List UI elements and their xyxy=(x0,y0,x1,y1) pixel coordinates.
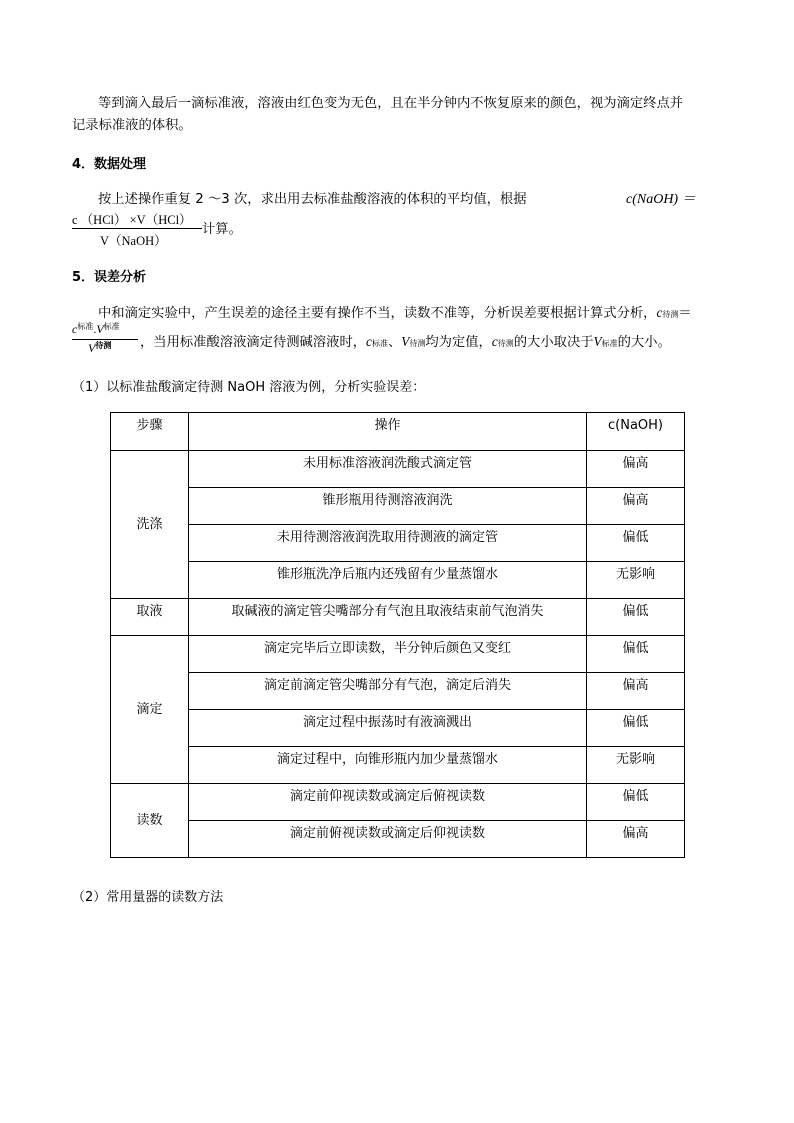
error-fraction-denominator xyxy=(88,341,111,356)
result-text: 无影响 xyxy=(615,752,655,767)
error-fraction-bar xyxy=(72,339,138,340)
step-cell-washing: 洗涤 xyxy=(111,451,189,599)
table-row xyxy=(111,821,685,858)
equals-sign: ＝ xyxy=(678,306,692,321)
table-row xyxy=(111,636,685,673)
text-e: 的大小。 xyxy=(617,335,671,350)
operation-text: 滴定过程中，向锥形瓶内加少量蒸馏水 xyxy=(276,752,498,767)
operation-text: 滴定前滴定管尖嘴部分有气泡，滴定后消失 xyxy=(263,678,511,693)
header-operation xyxy=(189,413,587,451)
table-row xyxy=(111,488,685,525)
text-c: 均为定值， xyxy=(425,335,492,350)
table-row xyxy=(111,525,685,562)
result-cell xyxy=(587,488,685,525)
operation-cell xyxy=(189,821,587,858)
operation-cell xyxy=(189,747,587,784)
header-step xyxy=(111,413,189,451)
subscript-daice: 待测 xyxy=(662,310,679,319)
result-text: 偏高 xyxy=(622,678,649,693)
result-cell xyxy=(587,562,685,599)
calc-text: 计算。 xyxy=(202,222,242,237)
table-row xyxy=(111,451,685,488)
text-b: 、 xyxy=(387,335,402,350)
paragraph-endpoint-line1: 等到滴入最后一滴标准液，溶液由红色变为无色，且在半分钟内不恢复原来的颜色，视为滴定终点并 xyxy=(98,96,684,111)
operation-cell xyxy=(189,451,587,488)
subsection-1-title: （1）以标准盐酸滴定待测 NaOH 溶液为例，分析实验误差： xyxy=(72,380,426,395)
frac-sup-biaozhun-1: 标准 xyxy=(77,322,94,331)
error-analysis-text: 中和滴定实验中，产生误差的途径主要有操作不当，读数不准等，分析误差要根据计算式分析， xyxy=(98,306,657,321)
table-row xyxy=(111,673,685,710)
result-text: 偏高 xyxy=(622,493,649,508)
frac-dot: . xyxy=(93,322,97,336)
header-step-label: 步骤 xyxy=(136,418,163,433)
c-symbol: c xyxy=(656,305,663,320)
result-cell xyxy=(587,451,685,488)
operation-text: 滴定过程中振荡时有液滴溅出 xyxy=(302,715,472,730)
table-row xyxy=(111,599,685,636)
result-cell xyxy=(587,710,685,747)
result-text: 偏低 xyxy=(622,604,649,619)
step-cell-sampling xyxy=(111,599,189,636)
table-row xyxy=(111,562,685,599)
operation-cell xyxy=(189,710,587,747)
operation-text: 滴定前仰视读数或滴定后俯视读数 xyxy=(289,789,485,804)
result-cell xyxy=(587,784,685,821)
paragraph-endpoint-line2: 记录标准液的体积。 xyxy=(72,118,192,133)
frac-den-sup: 待测 xyxy=(95,341,112,350)
error-analysis-line1 xyxy=(98,303,692,325)
error-analysis-table xyxy=(110,412,685,858)
header-result xyxy=(587,413,685,451)
text-a: ，当用标准酸溶液滴定待测碱溶液时， xyxy=(140,335,367,350)
operation-cell xyxy=(189,562,587,599)
subscript-biaozhun-2: 标准 xyxy=(601,339,618,348)
subsection-2-title: （2）常用量器的读数方法 xyxy=(72,890,224,905)
operation-cell xyxy=(189,599,587,636)
result-cell xyxy=(587,821,685,858)
table-row xyxy=(111,710,685,747)
operation-text: 锥形瓶洗净后瓶内还残留有少量蒸馏水 xyxy=(276,567,498,582)
operation-text: 滴定前俯视读数或滴定后仰视读数 xyxy=(289,826,485,841)
subscript-daice-2: 待测 xyxy=(409,339,426,348)
operation-cell xyxy=(189,488,587,525)
error-analysis-line2 xyxy=(140,332,671,354)
c-symbol-3: c xyxy=(491,334,498,349)
result-text: 无影响 xyxy=(615,567,655,582)
operation-text: 滴定完毕后立即读数，半分钟后颜色又变红 xyxy=(263,641,511,656)
result-text: 偏低 xyxy=(622,789,649,804)
section-heading-error-analysis: 5．误差分析 xyxy=(72,270,147,285)
table-header-row xyxy=(111,413,685,451)
result-cell xyxy=(587,673,685,710)
formula-lhs xyxy=(626,190,696,210)
step-cell-reading: 读数 xyxy=(111,784,189,858)
error-fraction-numerator xyxy=(72,322,120,337)
frac-c: c xyxy=(72,322,78,336)
operation-cell xyxy=(189,525,587,562)
operation-text: 取碱液的滴定管尖嘴部分有气泡且取液结束前气泡消失 xyxy=(231,604,544,619)
formula-lhs-text: c(NaOH) ＝ xyxy=(626,192,696,207)
table-row xyxy=(111,784,685,821)
frac-sup-biaozhun-2: 标准 xyxy=(103,322,120,331)
operation-text: 锥形瓶用待测溶液润洗 xyxy=(322,493,453,508)
step-cell-titration: 滴定 xyxy=(111,636,189,784)
operation-cell xyxy=(189,784,587,821)
operation-cell xyxy=(189,673,587,710)
result-cell xyxy=(587,636,685,673)
result-cell xyxy=(587,747,685,784)
header-result-label: c(NaOH) xyxy=(608,418,663,433)
operation-text: 未用待测溶液润洗取用待测液的滴定管 xyxy=(276,530,498,545)
operation-cell xyxy=(189,636,587,673)
frac-den-v: V xyxy=(88,341,96,355)
result-text: 偏低 xyxy=(622,641,649,656)
formula-denominator: V（NaOH） xyxy=(100,234,167,248)
data-processing-text: 按上述操作重复 2 ～3 次，求出用去标准盐酸溶液的体积的平均值，根据 xyxy=(98,192,527,207)
result-text: 偏低 xyxy=(622,715,649,730)
section-heading-data-processing: 4．数据处理 xyxy=(72,157,147,172)
fraction-bar xyxy=(72,228,202,229)
result-text: 偏低 xyxy=(622,530,649,545)
subscript-daice-3: 待测 xyxy=(497,339,514,348)
result-cell xyxy=(587,525,685,562)
result-text: 偏高 xyxy=(622,456,649,471)
table-row xyxy=(111,747,685,784)
operation-text: 未用标准溶液润洗酸式滴定管 xyxy=(302,456,472,471)
result-text: 偏高 xyxy=(622,826,649,841)
step-label: 取液 xyxy=(136,604,163,619)
subscript-biaozhun: 标准 xyxy=(371,339,388,348)
c-symbol-2: c xyxy=(366,334,372,349)
result-cell xyxy=(587,599,685,636)
v-symbol-2: V xyxy=(593,334,602,349)
frac-v: V xyxy=(96,322,104,336)
header-operation-label: 操作 xyxy=(374,418,401,433)
formula-numerator: c （HCl） ×V（HCl） xyxy=(72,213,192,227)
v-symbol: V xyxy=(401,334,410,349)
text-d: 的大小取决于 xyxy=(513,335,594,350)
